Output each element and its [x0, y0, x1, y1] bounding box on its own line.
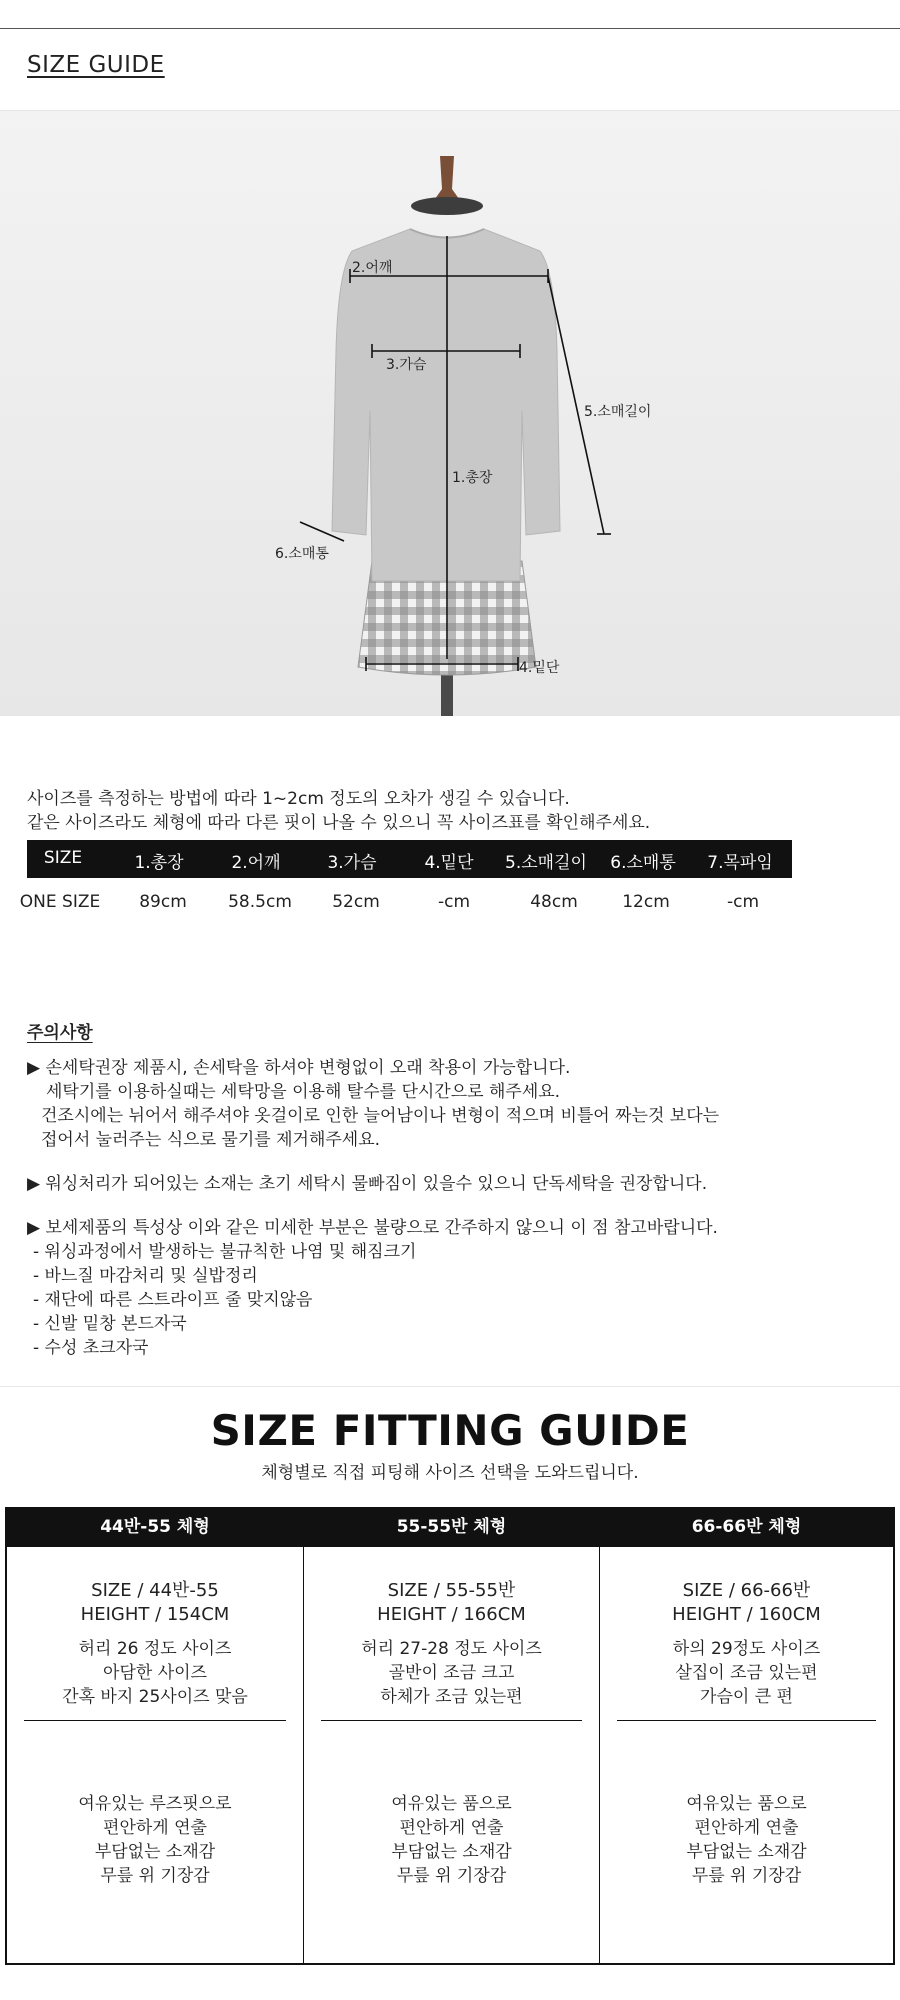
garment-illustration	[0, 111, 900, 716]
fit-note-line: 여유있는 품으로	[686, 1794, 807, 1814]
fit-desc-line: 살집이 조금 있는편	[675, 1663, 818, 1683]
header-hem: 4.밑단	[424, 853, 474, 873]
fit-column-66-66half	[599, 1507, 893, 1963]
fit-note-line: 무릎 위 기장감	[100, 1866, 210, 1886]
top-divider	[0, 28, 900, 29]
label-sleeve-width: 6.소매통	[275, 546, 329, 562]
fit-desc-line: 하의 29정도 사이즈	[672, 1639, 821, 1659]
fit-height-line: HEIGHT / 160CM	[672, 1604, 821, 1625]
fit-note-line: 부담없는 소재감	[94, 1842, 216, 1862]
caution-p1-line-2: 세탁기를 이용하실때는 세탁망을 이용해 탈수를 단시간으로 해주세요.	[46, 1082, 561, 1102]
fit-note-line: 편안하게 연출	[103, 1818, 207, 1838]
fit-desc-line: 골반이 조금 크고	[388, 1663, 515, 1683]
cell-shoulder: 58.5cm	[228, 892, 292, 912]
header-size: SIZE	[43, 848, 83, 868]
caution-p1-line-4: 접어서 눌러주는 식으로 물기를 제거해주세요.	[41, 1130, 381, 1150]
size-guide-title: SIZE GUIDE	[27, 52, 165, 78]
note-line-1: 사이즈를 측정하는 방법에 따라 1~2cm 정도의 오차가 생길 수 있습니다.	[27, 789, 570, 809]
fitting-table	[5, 1507, 895, 1965]
fit-size-line: SIZE / 55-55반	[387, 1580, 516, 1601]
fit-desc-line: 아담한 사이즈	[103, 1663, 207, 1683]
cell-chest: 52cm	[332, 892, 380, 912]
fit-size-line: SIZE / 44반-55	[91, 1580, 219, 1601]
fit-desc-line: 허리 26 정도 사이즈	[78, 1639, 232, 1659]
fit-height-line: HEIGHT / 166CM	[377, 1604, 526, 1625]
header-sleeve-length: 5.소매길이	[505, 853, 587, 873]
caution-p3-line-6: - 수성 초크자국	[33, 1338, 149, 1358]
caution-title: 주의사항	[27, 1023, 93, 1043]
cell-hem: -cm	[437, 892, 471, 912]
header-chest: 3.가슴	[327, 853, 377, 873]
grey-top	[332, 229, 560, 581]
fit-column-header: 55-55반 체형	[304, 1507, 599, 1547]
fitting-guide-subtitle: 체형별로 직접 피팅해 사이즈 선택을 도와드립니다.	[261, 1463, 639, 1483]
cell-neck-opening: -cm	[726, 892, 760, 912]
caution-p3-line-2: - 워싱과정에서 발생하는 불규칙한 나염 및 해짐크기	[33, 1242, 417, 1262]
fit-divider	[321, 1720, 582, 1721]
fit-desc-line: 하체가 조금 있는편	[380, 1687, 523, 1707]
cell-size: ONE SIZE	[19, 892, 101, 912]
fit-desc-line: 간혹 바지 25사이즈 맞음	[62, 1687, 248, 1707]
cell-sleeve-width: 12cm	[622, 892, 670, 912]
fit-column-55-55half	[303, 1507, 599, 1963]
caution-p3-line-5: - 신발 밑창 본드자국	[33, 1314, 187, 1334]
fit-desc-line: 허리 27-28 정도 사이즈	[361, 1639, 542, 1659]
section-divider	[0, 1386, 900, 1387]
fit-note-line: 여유있는 루즈핏으로	[78, 1794, 232, 1814]
product-photo	[0, 111, 900, 716]
header-sleeve-width: 6.소매통	[610, 853, 676, 873]
fit-divider	[617, 1720, 876, 1721]
fit-column-header: 44반-55 체형	[7, 1507, 303, 1547]
fit-column-header: 66-66반 체형	[600, 1507, 893, 1547]
fit-note-line: 무릎 위 기장감	[396, 1866, 507, 1886]
caution-p3-line-4: - 재단에 따른 스트라이프 줄 맞지않음	[33, 1290, 313, 1310]
fit-note-line: 부담없는 소재감	[391, 1842, 512, 1862]
header-shoulder: 2.어깨	[231, 853, 281, 873]
header-length: 1.총장	[134, 853, 184, 873]
cell-length: 89cm	[139, 892, 187, 912]
caution-p3-line-1: ▶ 보세제품의 특성상 이와 같은 미세한 부분은 불량으로 간주하지 않으니 이 점 참고바랍니다.	[27, 1218, 718, 1238]
fit-size-line: SIZE / 66-66반	[682, 1580, 811, 1601]
fit-note-line: 편안하게 연출	[694, 1818, 799, 1838]
fit-divider	[24, 1720, 286, 1721]
caution-p1-line-1: ▶ 손세탁권장 제품시, 손세탁을 하셔야 변형없이 오래 착용이 가능합니다.	[27, 1058, 571, 1078]
label-hem: 4.밑단	[519, 660, 560, 676]
fit-column-44-55	[7, 1507, 303, 1963]
fitting-guide-title: SIZE FITTING GUIDE	[210, 1406, 690, 1455]
fit-note-line: 여유있는 품으로	[391, 1794, 512, 1814]
fit-note-line: 부담없는 소재감	[686, 1842, 807, 1862]
header-neck-opening: 7.목파임	[707, 853, 773, 873]
mannequin-stand	[441, 671, 453, 716]
fit-note-line: 편안하게 연출	[399, 1818, 504, 1838]
label-sleeve-length: 5.소매길이	[584, 404, 652, 420]
fit-height-line: HEIGHT / 154CM	[80, 1604, 230, 1625]
label-shoulder: 2.어깨	[352, 260, 393, 276]
cell-sleeve-length: 48cm	[530, 892, 578, 912]
fit-note-line: 무릎 위 기장감	[691, 1866, 802, 1886]
caution-p3-line-3: - 바느질 마감처리 및 실밥정리	[33, 1266, 258, 1286]
label-chest: 3.가슴	[386, 357, 427, 373]
caution-p1-line-3: 건조시에는 뉘어서 해주셔야 옷걸이로 인한 늘어남이나 변형이 적으며 비틀어 짜는것 보다는	[41, 1106, 720, 1126]
caution-p2: ▶ 워싱처리가 되어있는 소재는 초기 세탁시 물빠짐이 있을수 있으니 단독세탁을 권장합니다.	[27, 1174, 708, 1194]
note-line-2: 같은 사이즈라도 체형에 따라 다른 핏이 나올 수 있으니 꼭 사이즈표를 확인해주세요.	[27, 813, 651, 833]
label-length: 1.총장	[452, 470, 493, 486]
fit-desc-line: 가슴이 큰 편	[700, 1687, 793, 1707]
